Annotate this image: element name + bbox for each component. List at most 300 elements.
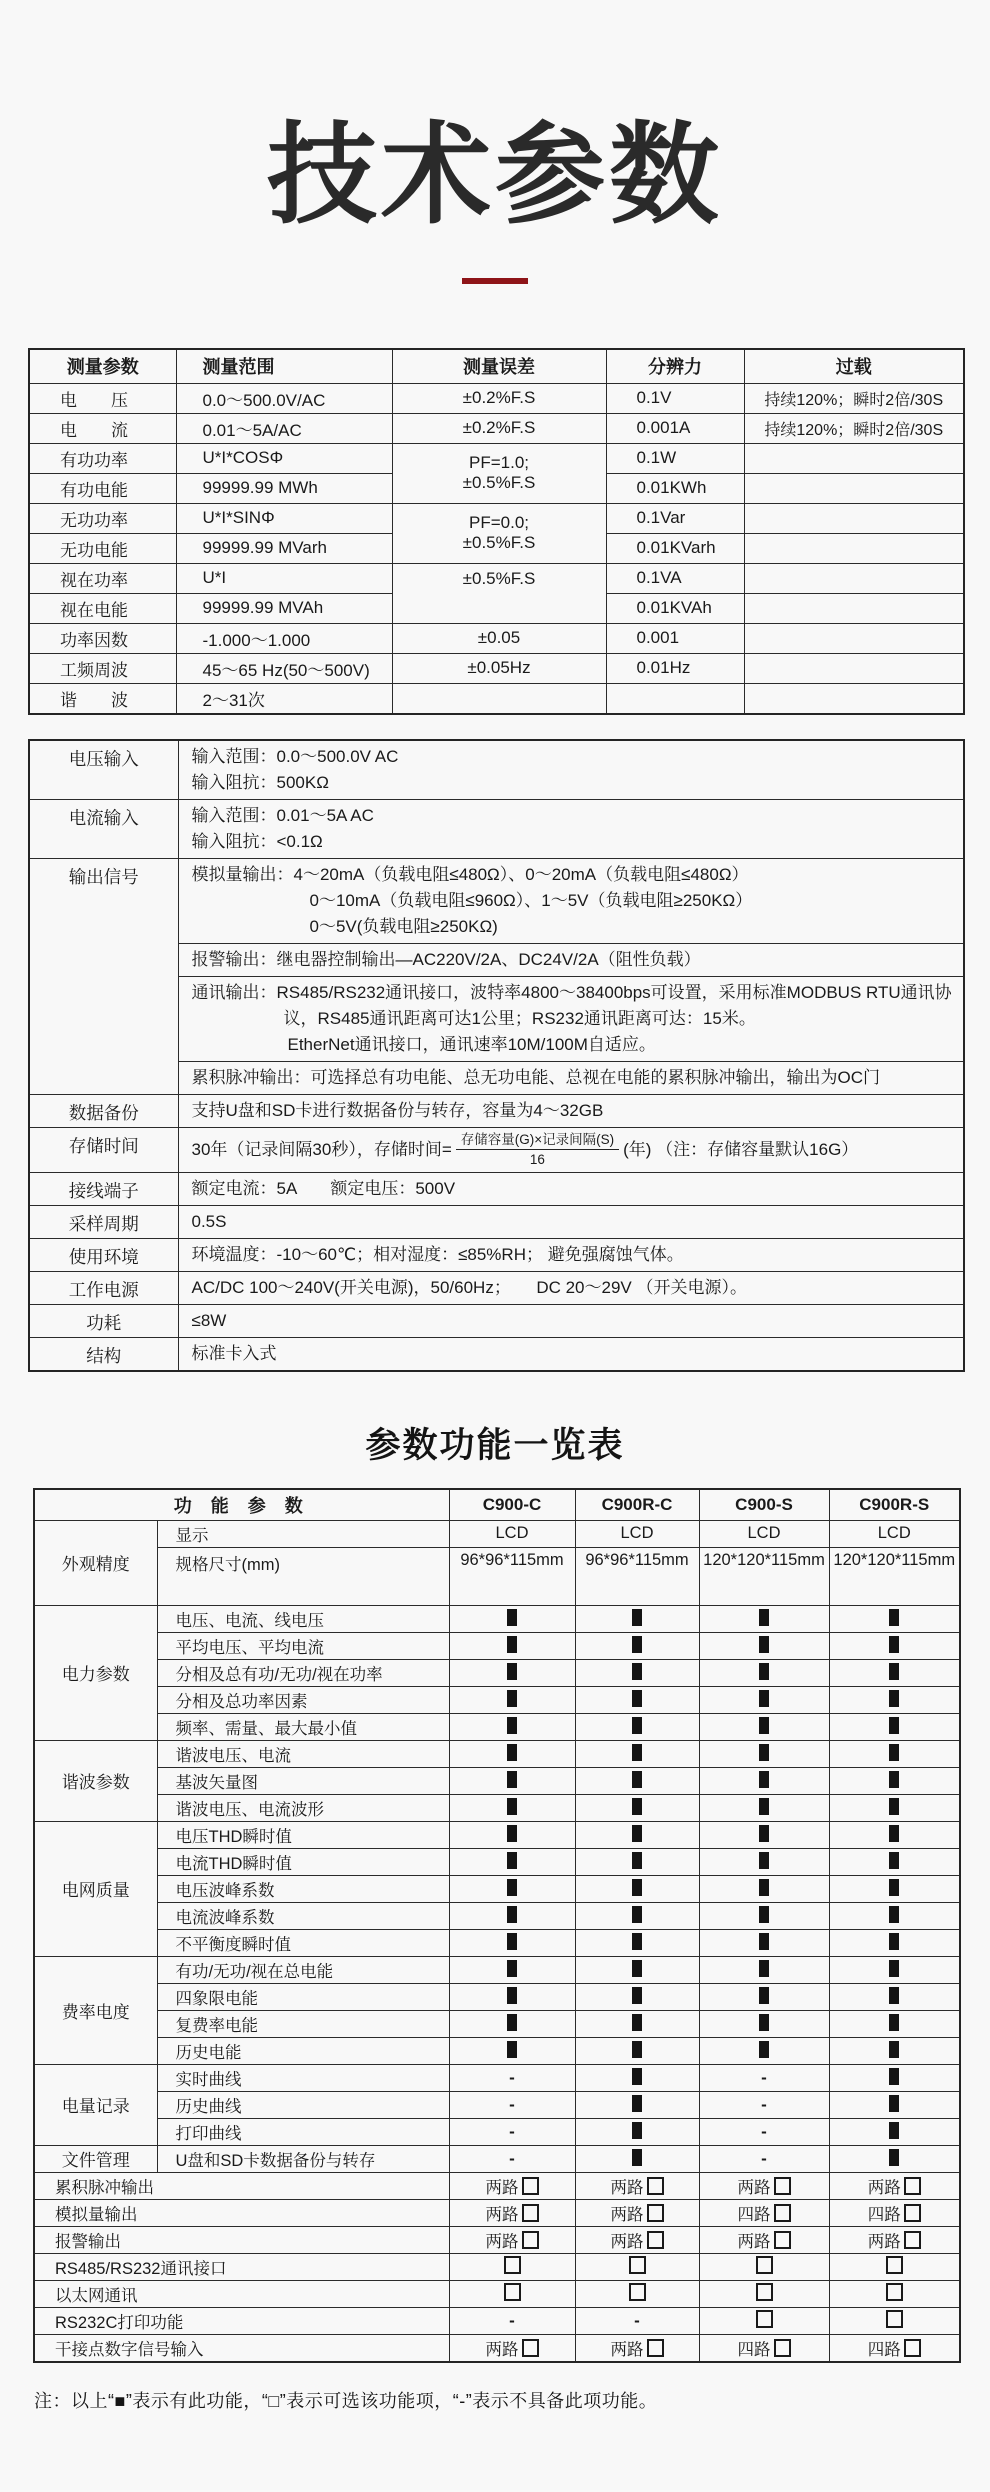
- model-value-cell: [829, 1713, 960, 1740]
- feature-label: 电压、电流、线电压: [157, 1605, 449, 1632]
- optional-checkbox: [774, 2177, 791, 2195]
- model-value-cell: [699, 1605, 829, 1632]
- model-value-cell: [575, 1605, 699, 1632]
- io-row-label: 接线端子: [29, 1172, 178, 1205]
- func-wide-row: [34, 2307, 960, 2334]
- spec-cell: 0.1W: [606, 443, 744, 473]
- filled-mark: [632, 2095, 642, 2112]
- feature-label: 报警输出: [34, 2226, 449, 2253]
- io-row-content: [178, 1271, 964, 1304]
- io-line: ≤8W: [191, 1310, 227, 1330]
- feature-label: RS232C打印功能: [34, 2307, 449, 2334]
- filled-mark: [507, 1933, 517, 1950]
- dash-mark: -: [509, 2067, 515, 2087]
- spec-cell: ±0.05: [392, 623, 606, 653]
- io-row-label: 数据备份: [29, 1094, 178, 1127]
- filled-mark: [889, 1960, 899, 1977]
- feature-label: 显示: [157, 1520, 449, 1547]
- filled-mark: [759, 1852, 769, 1869]
- mark-prefix: 两路: [610, 2178, 644, 2197]
- io-spec-table: [28, 739, 965, 1372]
- io-line: 额定电流：5A 额定电压：500V: [191, 1178, 456, 1198]
- model-value-cell: [575, 2199, 699, 2226]
- filled-mark: [759, 1798, 769, 1815]
- feature-label: 实时曲线: [157, 2064, 449, 2091]
- func-row: [34, 1794, 960, 1821]
- content: [0, 114, 990, 2413]
- mark-prefix: 两路: [485, 2232, 519, 2251]
- dash-mark: -: [761, 2148, 767, 2168]
- func-row: [34, 1767, 960, 1794]
- optional-checkbox: [647, 2177, 664, 2195]
- cell-text: LCD: [747, 1524, 781, 1543]
- optional-checkbox: [756, 2310, 773, 2328]
- model-value-cell: [829, 1605, 960, 1632]
- optional-checkbox: [756, 2256, 773, 2274]
- model-value-cell: [449, 1605, 575, 1632]
- filled-mark: [759, 1717, 769, 1734]
- filled-mark: [507, 1852, 517, 1869]
- group-label: 谐波参数: [34, 1740, 157, 1821]
- io-row-label: 电压输入: [29, 740, 178, 800]
- filled-mark: [759, 1987, 769, 2004]
- group-label: 电力参数: [34, 1605, 157, 1740]
- cell-text: LCD: [877, 1524, 911, 1543]
- filled-mark: [759, 1663, 769, 1680]
- filled-mark: [889, 2149, 899, 2166]
- cell-text: LCD: [620, 1524, 654, 1543]
- optional-checkbox: [886, 2283, 903, 2301]
- feature-label: 分相及总功率因素: [157, 1686, 449, 1713]
- func-row: [34, 1821, 960, 1848]
- cell-text: 96*96*115mm: [460, 1550, 564, 1569]
- func-row: [34, 1875, 960, 1902]
- filled-mark: [889, 1771, 899, 1788]
- model-value-cell: [575, 1659, 699, 1686]
- model-value-cell: [575, 1794, 699, 1821]
- optional-checkbox: [774, 2204, 791, 2222]
- io-row: [29, 1094, 964, 1127]
- optional-checkbox: [647, 2231, 664, 2249]
- filled-mark: [889, 1690, 899, 1707]
- filled-mark: [632, 2014, 642, 2031]
- model-value-cell: [699, 2118, 829, 2145]
- filled-mark: [632, 1933, 642, 1950]
- func-wide-row: [34, 2226, 960, 2253]
- io-line: 支持U盘和SD卡进行数据备份与转存，容量为4～32GB: [191, 1100, 604, 1120]
- cell-text: LCD: [495, 1524, 529, 1543]
- model-value-cell: [575, 1740, 699, 1767]
- func-wide-row: [34, 2253, 960, 2280]
- filled-mark: [632, 1744, 642, 1761]
- section-title: 参数功能一览表: [365, 1425, 625, 1465]
- spec-cell: 0.01KWh: [606, 473, 744, 503]
- feature-label: 电流THD瞬时值: [157, 1848, 449, 1875]
- group-label: 电网质量: [34, 1821, 157, 1956]
- filled-mark: [507, 1771, 517, 1788]
- feature-label: 规格尺寸(mm): [157, 1547, 449, 1605]
- model-value-cell: [449, 2145, 575, 2172]
- model-value-cell: [449, 2064, 575, 2091]
- io-row: [29, 1304, 964, 1337]
- filled-mark: [632, 1717, 642, 1734]
- feature-label: 电流波峰系数: [157, 1902, 449, 1929]
- spec-cell: 视在电能: [29, 593, 176, 623]
- model-value-cell: [575, 2064, 699, 2091]
- spec-cell: U*I*SINΦ: [176, 503, 392, 533]
- feature-label: 打印曲线: [157, 2118, 449, 2145]
- spec-row: [29, 653, 964, 683]
- io-row-content: [178, 1304, 964, 1337]
- model-value-cell: [449, 1848, 575, 1875]
- page-title: 技术参数: [267, 114, 723, 237]
- cell-text: 96*96*115mm: [585, 1550, 689, 1569]
- io-row-content: [178, 1337, 964, 1371]
- mark-prefix: 四路: [737, 2205, 771, 2224]
- io-row-content: [178, 976, 964, 1061]
- model-value-cell: [699, 2280, 829, 2307]
- optional-checkbox: [522, 2339, 539, 2357]
- feature-label: 基波矢量图: [157, 1767, 449, 1794]
- io-row-label: 输出信号: [29, 858, 178, 1094]
- filled-mark: [759, 2014, 769, 2031]
- io-line: 输入阻抗：500KΩ: [191, 772, 329, 792]
- io-line: 0～5V(负载电阻≥250KΩ): [309, 916, 498, 936]
- filled-mark: [759, 1636, 769, 1653]
- model-value-cell: [449, 2334, 575, 2362]
- model-value-cell: [699, 1547, 829, 1605]
- model-value-cell: [449, 1983, 575, 2010]
- feature-label: 四象限电能: [157, 1983, 449, 2010]
- model-value-cell: [575, 2037, 699, 2064]
- spec-cell: ±0.2%F.S: [392, 383, 606, 413]
- model-value-cell: [699, 2010, 829, 2037]
- optional-checkbox: [886, 2310, 903, 2328]
- filled-mark: [759, 1690, 769, 1707]
- spec-row: [29, 563, 964, 593]
- model-value-cell: [829, 1794, 960, 1821]
- spec-header-cell: 测量范围: [176, 349, 392, 384]
- model-value-cell: [829, 1659, 960, 1686]
- model-value-cell: [699, 2145, 829, 2172]
- spec-cell: 0.01Hz: [606, 653, 744, 683]
- mark-prefix: 四路: [737, 2340, 771, 2359]
- filled-mark: [889, 1987, 899, 2004]
- model-value-cell: [575, 2334, 699, 2362]
- filled-mark: [632, 1771, 642, 1788]
- filled-mark: [632, 1960, 642, 1977]
- io-row-label: 采样周期: [29, 1205, 178, 1238]
- dash-mark: -: [761, 2067, 767, 2087]
- model-value-cell: [829, 1956, 960, 1983]
- spec-cell: 有功电能: [29, 473, 176, 503]
- spec-cell: [744, 593, 964, 623]
- io-row-label: 使用环境: [29, 1238, 178, 1271]
- filled-mark: [507, 1879, 517, 1896]
- model-value-cell: [829, 2253, 960, 2280]
- filled-mark: [632, 1636, 642, 1653]
- model-value-cell: [699, 1902, 829, 1929]
- feature-label: 复费率电能: [157, 2010, 449, 2037]
- model-value-cell: [829, 2172, 960, 2199]
- model-value-cell: [575, 2226, 699, 2253]
- model-value-cell: [449, 2091, 575, 2118]
- mark-prefix: 两路: [485, 2205, 519, 2224]
- filled-mark: [632, 1690, 642, 1707]
- spec-cell: [392, 683, 606, 714]
- io-row-label: 功耗: [29, 1304, 178, 1337]
- mark-prefix: 两路: [485, 2178, 519, 2197]
- spec-row: [29, 383, 964, 413]
- model-value-cell: [575, 2010, 699, 2037]
- filled-mark: [632, 1798, 642, 1815]
- model-value-cell: [449, 1929, 575, 1956]
- func-row: [34, 2145, 960, 2172]
- spec-cell: 0.1V: [606, 383, 744, 413]
- filled-mark: [889, 2041, 899, 2058]
- title-divider: [462, 278, 528, 284]
- model-value-cell: [699, 1686, 829, 1713]
- spec-cell: 45～65 Hz(50～500V): [176, 653, 392, 683]
- func-row: [34, 1956, 960, 1983]
- model-value-cell: [829, 1929, 960, 1956]
- func-row: [34, 1929, 960, 1956]
- spec-header-cell: 测量误差: [392, 349, 606, 384]
- spec-cell: [744, 533, 964, 563]
- filled-mark: [507, 1744, 517, 1761]
- model-value-cell: [829, 2064, 960, 2091]
- model-value-cell: [575, 1902, 699, 1929]
- model-value-cell: [699, 1659, 829, 1686]
- optional-checkbox: [629, 2283, 646, 2301]
- filled-mark: [889, 2068, 899, 2085]
- feature-label: 分相及总有功/无功/视在功率: [157, 1659, 449, 1686]
- func-wide-row: [34, 2172, 960, 2199]
- func-row: [34, 1848, 960, 1875]
- model-value-cell: [449, 1632, 575, 1659]
- model-value-cell: [575, 2253, 699, 2280]
- io-line: 0.5S: [191, 1211, 227, 1231]
- func-wide-row: [34, 2280, 960, 2307]
- page: [0, 114, 990, 2492]
- spec-cell: -1.000～1.000: [176, 623, 392, 653]
- feature-label: 平均电压、平均电流: [157, 1632, 449, 1659]
- model-value-cell: [829, 1520, 960, 1547]
- model-value-cell: [699, 2091, 829, 2118]
- mark-prefix: 四路: [867, 2205, 901, 2224]
- spec-row: [29, 413, 964, 443]
- feature-label: 历史曲线: [157, 2091, 449, 2118]
- model-header-cell: C900R-S: [829, 1489, 960, 1521]
- model-header-cell: C900-C: [449, 1489, 575, 1521]
- mark-prefix: 两路: [610, 2232, 644, 2251]
- filled-mark: [507, 1906, 517, 1923]
- spec-header-cell: 测量参数: [29, 349, 176, 384]
- measurement-spec-table: [28, 348, 965, 715]
- fraction-denominator: 16: [529, 1152, 545, 1168]
- dash-mark: -: [509, 2121, 515, 2141]
- filled-mark: [759, 2041, 769, 2058]
- mark-prefix: 两路: [867, 2232, 901, 2251]
- spec-cell: [744, 563, 964, 593]
- spec-cell: 谐 波: [29, 683, 176, 714]
- spec-cell-line: ±0.5%F.S: [462, 533, 536, 552]
- spec-cell: ±0.5%F.S: [392, 563, 606, 623]
- spec-cell: 无功电能: [29, 533, 176, 563]
- filled-mark: [507, 2041, 517, 2058]
- feature-label: 干接点数字信号输入: [34, 2334, 449, 2362]
- filled-mark: [632, 1987, 642, 2004]
- io-row: [29, 1127, 964, 1172]
- spec-cell-line: PF=1.0;: [468, 453, 529, 472]
- group-label: 电量记录: [34, 2064, 157, 2145]
- dash-mark: -: [761, 2121, 767, 2141]
- filled-mark: [632, 1825, 642, 1842]
- optional-checkbox: [756, 2283, 773, 2301]
- model-value-cell: [699, 2064, 829, 2091]
- mark-prefix: 两路: [610, 2205, 644, 2224]
- spec-cell: 0.001: [606, 623, 744, 653]
- model-value-cell: [829, 2307, 960, 2334]
- spec-cell: 0.0～500.0V/AC: [176, 383, 392, 413]
- optional-checkbox: [522, 2204, 539, 2222]
- model-value-cell: [575, 1632, 699, 1659]
- io-row-label: 结构: [29, 1337, 178, 1371]
- spec-cell: 0.01～5A/AC: [176, 413, 392, 443]
- spec-cell: ±0.2%F.S: [392, 413, 606, 443]
- io-row-content: [178, 943, 964, 976]
- spec-cell: ±0.05Hz: [392, 653, 606, 683]
- model-value-cell: [699, 1713, 829, 1740]
- model-value-cell: [575, 1520, 699, 1547]
- model-value-cell: [449, 1821, 575, 1848]
- spec-header-cell: 过载: [744, 349, 964, 384]
- filled-mark: [889, 1609, 899, 1626]
- func-row: [34, 1686, 960, 1713]
- io-row: [29, 1172, 964, 1205]
- optional-checkbox: [629, 2256, 646, 2274]
- filled-mark: [507, 2014, 517, 2031]
- model-value-cell: [575, 2172, 699, 2199]
- model-header-cell: C900-S: [699, 1489, 829, 1521]
- filled-mark: [507, 1987, 517, 2004]
- fraction-numerator: 存储容量(G)×记录间隔(S): [456, 1131, 619, 1151]
- io-line: 0～10mA（负载电阻≤960Ω）、1～5V（负载电阻≥250KΩ）: [309, 890, 753, 910]
- model-value-cell: [449, 1520, 575, 1547]
- model-value-cell: [829, 1848, 960, 1875]
- spec-cell: 0.01KVarh: [606, 533, 744, 563]
- dash-mark: -: [509, 2148, 515, 2168]
- model-value-cell: [449, 1659, 575, 1686]
- model-value-cell: [575, 2307, 699, 2334]
- model-value-cell: [449, 1713, 575, 1740]
- feature-label: 以太网通讯: [34, 2280, 449, 2307]
- storage-formula: [192, 1131, 958, 1169]
- io-line: 输入范围：0.0～500.0V AC: [191, 746, 399, 766]
- model-value-cell: [575, 2280, 699, 2307]
- mark-prefix: 两路: [485, 2340, 519, 2359]
- spec-cell: 电 压: [29, 383, 176, 413]
- optional-checkbox: [774, 2339, 791, 2357]
- spec-cell: 0.1Var: [606, 503, 744, 533]
- filled-mark: [507, 1663, 517, 1680]
- io-line: AC/DC 100～240V(开关电源)，50/60Hz； DC 20～29V （开关电源）。: [191, 1277, 747, 1297]
- spec-row: [29, 623, 964, 653]
- model-value-cell: [699, 2307, 829, 2334]
- model-value-cell: [449, 2280, 575, 2307]
- spec-cell: 有功功率: [29, 443, 176, 473]
- model-value-cell: [829, 2091, 960, 2118]
- model-value-cell: [449, 1902, 575, 1929]
- optional-checkbox: [904, 2231, 921, 2249]
- mark-prefix: 两路: [737, 2232, 771, 2251]
- filled-mark: [632, 1906, 642, 1923]
- spec-cell: 0.001A: [606, 413, 744, 443]
- io-line: 通讯输出：RS485/RS232通讯接口，波特率4800～38400bps可设置，采用标准MODBUS RTU通讯协议，RS485通讯距离可达1公里；RS232通讯距离可达：15米。: [191, 982, 952, 1028]
- func-wide-row: [34, 2199, 960, 2226]
- model-value-cell: [829, 2199, 960, 2226]
- spec-cell: 持续120%；瞬时2倍/30S: [744, 413, 964, 443]
- io-line: 模拟量输出：4～20mA（负载电阻≤480Ω）、0～20mA（负载电阻≤480Ω）: [191, 864, 749, 884]
- model-value-cell: [575, 1929, 699, 1956]
- filled-mark: [507, 1717, 517, 1734]
- func-row: [34, 2064, 960, 2091]
- filled-mark: [889, 1825, 899, 1842]
- func-row: [34, 1740, 960, 1767]
- optional-checkbox: [647, 2204, 664, 2222]
- model-value-cell: [449, 1740, 575, 1767]
- io-row: [29, 1238, 964, 1271]
- filled-mark: [759, 1744, 769, 1761]
- model-value-cell: [699, 1929, 829, 1956]
- model-value-cell: [699, 2172, 829, 2199]
- filled-mark: [889, 1717, 899, 1734]
- spec-cell: [744, 443, 964, 473]
- io-line: 输入范围：0.01～5A AC: [191, 805, 374, 825]
- spec-cell: 99999.99 MVAh: [176, 593, 392, 623]
- model-value-cell: [449, 1875, 575, 1902]
- func-wide-row: [34, 2334, 960, 2362]
- formula-suffix: (年) （注：存储容量默认16G）: [623, 1139, 859, 1159]
- model-value-cell: [575, 2118, 699, 2145]
- func-row: [34, 1713, 960, 1740]
- feature-label: 电压波峰系数: [157, 1875, 449, 1902]
- feature-label: 有功/无功/视在总电能: [157, 1956, 449, 1983]
- model-value-cell: [829, 2118, 960, 2145]
- spec-cell: 持续120%；瞬时2倍/30S: [744, 383, 964, 413]
- io-line: 环境温度：-10～60℃；相对湿度：≤85%RH； 避免强腐蚀气体。: [191, 1244, 684, 1264]
- io-row: [29, 1205, 964, 1238]
- model-value-cell: [829, 1902, 960, 1929]
- model-value-cell: [575, 1821, 699, 1848]
- model-value-cell: [699, 2253, 829, 2280]
- filled-mark: [632, 1879, 642, 1896]
- filled-mark: [759, 1771, 769, 1788]
- model-value-cell: [699, 1520, 829, 1547]
- model-value-cell: [699, 1875, 829, 1902]
- func-row: [34, 1659, 960, 1686]
- model-value-cell: [449, 2226, 575, 2253]
- io-line: 报警输出：继电器控制输出—AC220V/2A、DC24V/2A（阻性负载）: [191, 949, 701, 969]
- io-line: EtherNet通讯接口，通讯速率10M/100M自适应。: [287, 1034, 656, 1054]
- optional-checkbox: [904, 2339, 921, 2357]
- model-value-cell: [449, 2037, 575, 2064]
- filled-mark: [507, 1690, 517, 1707]
- spec-cell: [744, 503, 964, 533]
- optional-checkbox: [886, 2256, 903, 2274]
- spec-cell-line: PF=0.0;: [468, 513, 529, 532]
- model-value-cell: [449, 2010, 575, 2037]
